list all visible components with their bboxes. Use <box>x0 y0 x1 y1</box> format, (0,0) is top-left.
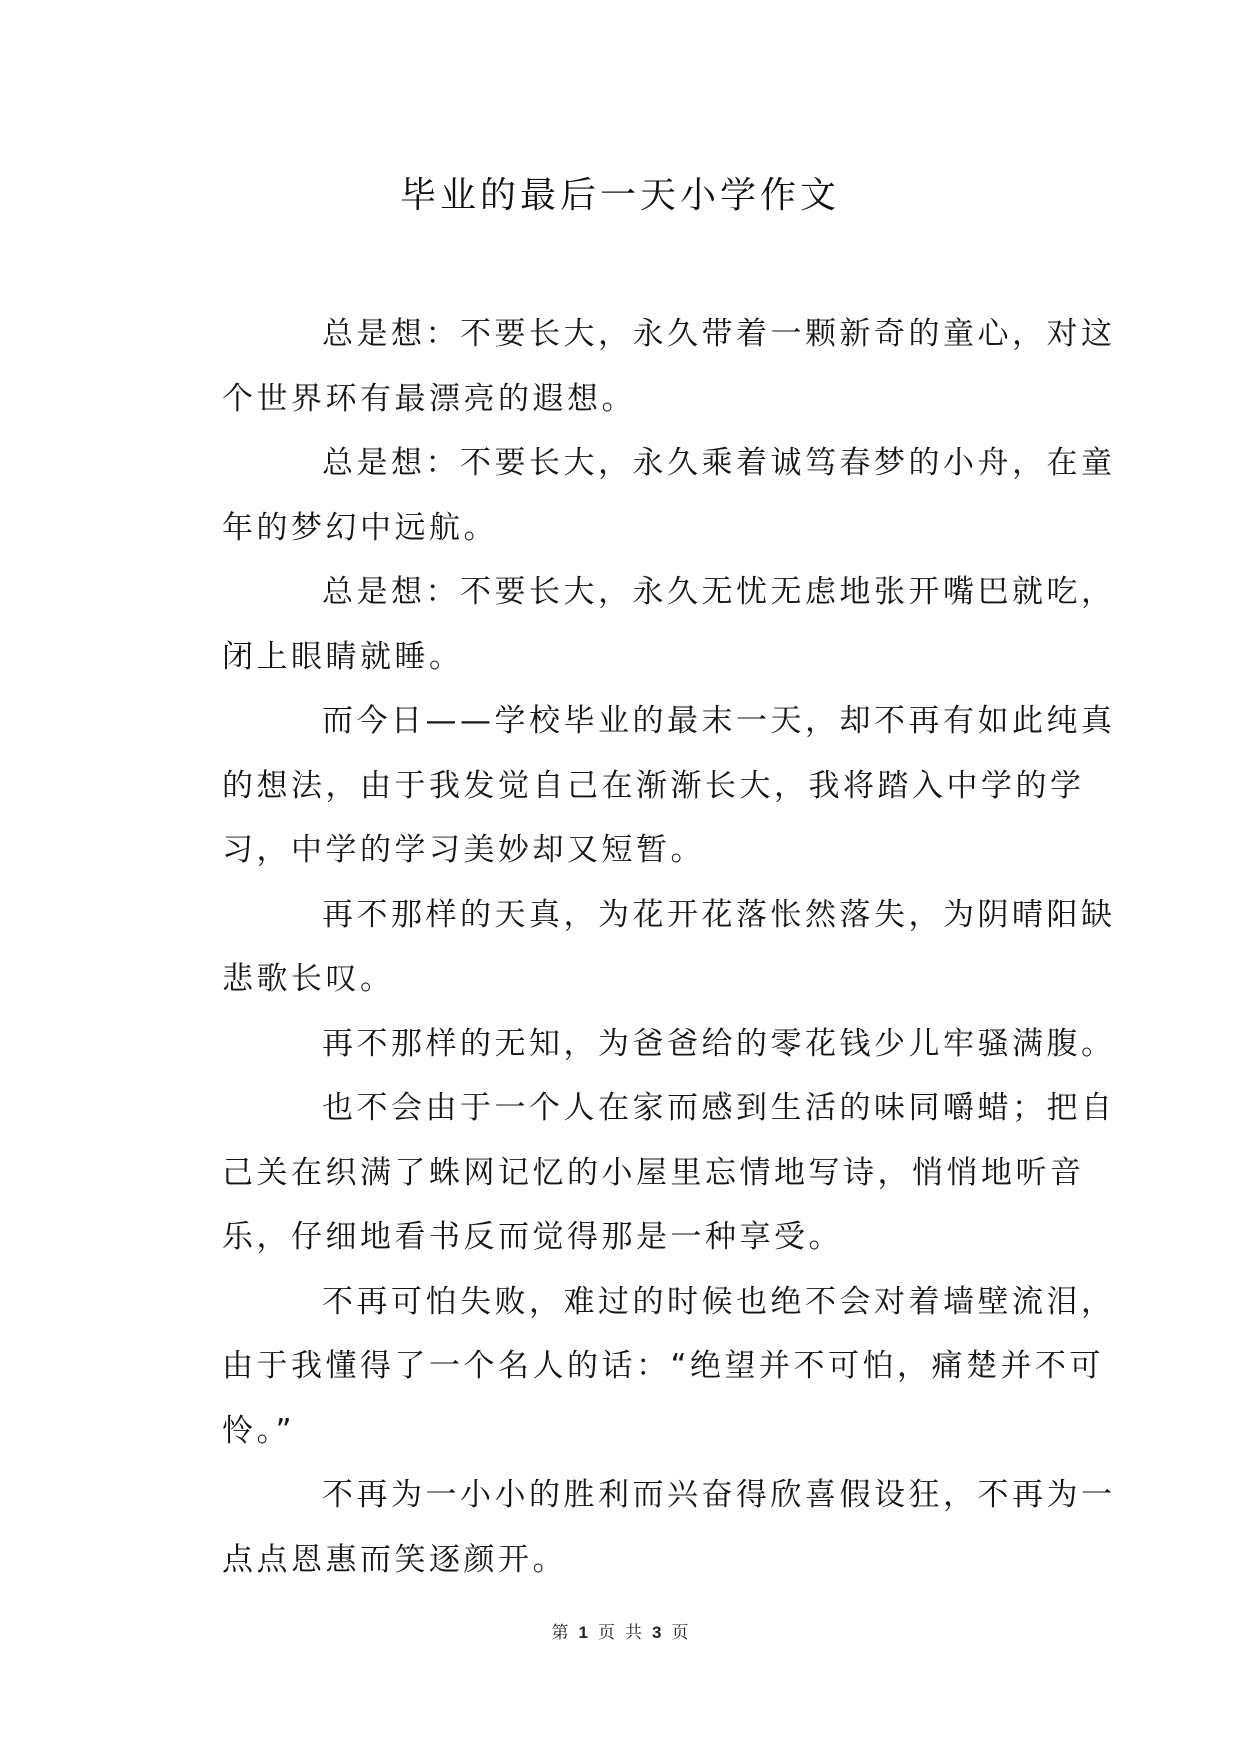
text-line: 不再为一小小的胜利而兴奋得欣喜假设狂，不再为一 <box>322 1477 1116 1513</box>
document-body <box>222 302 1116 1592</box>
document-title: 毕业的最后一天小学作文 <box>399 175 840 216</box>
text-line: 年的梦幻中远航。 <box>222 509 498 546</box>
text-line: 再不那样的无知，为爸爸给的零花钱少儿牢骚满腹。 <box>322 1025 1116 1062</box>
current-page-number: 1 <box>578 1623 588 1642</box>
text-line: 而今日——学校毕业的最末一天，却不再有如此纯真 <box>322 703 1116 739</box>
text-line: 点点恩惠而笑逐颜开。 <box>222 1541 567 1578</box>
text-line: 由于我懂得了一个名人的话：“绝望并不可怕，痛楚并不可 <box>222 1348 1105 1384</box>
text-line: 怜。” <box>222 1412 296 1449</box>
page-label-suffix: 页 <box>671 1623 689 1643</box>
text-line: 悲歌长叹。 <box>222 961 395 997</box>
page-label-prefix: 第 <box>551 1623 569 1643</box>
text-line: 习，中学的学习美妙却又短暂。 <box>222 832 705 868</box>
text-line: 总是想：不要长大，永久带着一颗新奇的童心，对这 <box>322 316 1116 352</box>
text-line: 再不那样的天真，为花开花落怅然落失，为阴晴阳缺 <box>322 896 1116 933</box>
text-line: 不再可怕失败，难过的时候也绝不会对着墙壁流泪， <box>322 1283 1116 1320</box>
text-line: 乐，仔细地看书反而觉得那是一种享受。 <box>222 1219 843 1255</box>
text-line: 的想法，由于我发觉自己在渐渐长大，我将踏入中学的学 <box>222 767 1085 804</box>
text-line: 闭上眼睛就睡。 <box>222 638 464 675</box>
page-label-word: 页 <box>598 1623 615 1643</box>
page-footer <box>0 1618 1240 1643</box>
total-page-count: 3 <box>652 1623 662 1642</box>
text-line: 己关在织满了蛛网记忆的小屋里忘情地写诗，悄悄地听音 <box>222 1154 1085 1191</box>
text-line: 个世界环有最漂亮的遐想。 <box>222 380 636 417</box>
text-line: 总是想：不要长大，永久无忧无虑地张开嘴巴就吃， <box>322 574 1116 610</box>
total-label-prefix: 共 <box>625 1623 642 1643</box>
text-line: 总是想：不要长大，永久乘着诚笃春梦的小舟，在童 <box>322 445 1116 481</box>
text-line: 也不会由于一个人在家而感到生活的味同嚼蜡；把自 <box>322 1090 1116 1126</box>
